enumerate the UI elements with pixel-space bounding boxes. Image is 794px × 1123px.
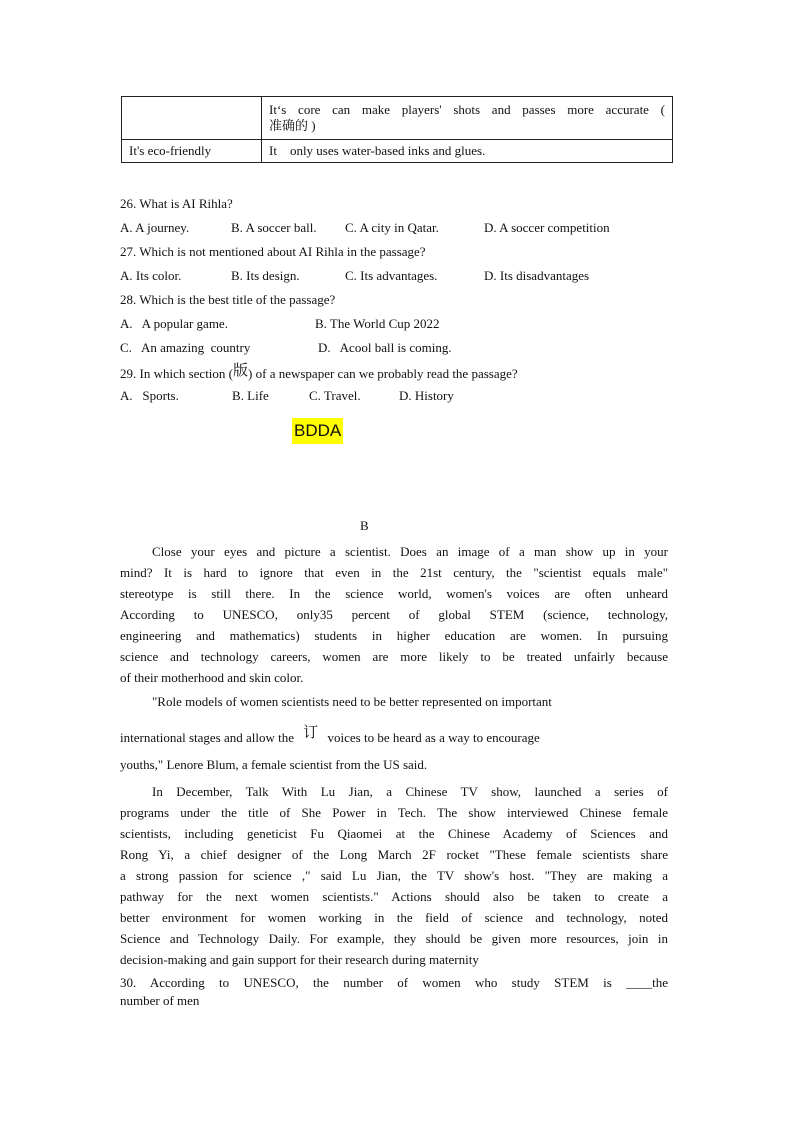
paragraph-line: engineering and mathematics) students in higher education are women. In pursuing	[120, 628, 668, 643]
table-cell	[262, 97, 673, 140]
table-row	[122, 140, 673, 163]
option-a: A. Sports.	[120, 388, 179, 403]
table-row	[122, 97, 673, 140]
paragraph-line: a strong passion for science ," said Lu Jian, the TV show's host. "They are making a	[120, 868, 668, 883]
paragraph-line: According to UNESCO, only35 percent of global STEM (science, technology,	[120, 607, 668, 622]
table-cell	[122, 97, 262, 140]
option-b: B. The World Cup 2022	[315, 316, 440, 331]
question-stem: number of men	[120, 993, 200, 1008]
option-c: C. An amazing country	[120, 340, 251, 355]
question-stem-text: 29. In which section (	[120, 366, 234, 381]
option-b: B. Life	[232, 388, 269, 403]
option-d: D. History	[399, 388, 454, 403]
option-d: D. Acool ball is coming.	[318, 340, 452, 355]
paragraph-line: youths," Lenore Blum, a female scientist from the US said.	[120, 757, 428, 772]
question-stem: 30. According to UNESCO, the number of women who study STEM is ____the	[120, 975, 668, 990]
option-a: A. Its color.	[120, 268, 182, 283]
chinese-glyph: 版	[233, 361, 249, 379]
paragraph-text: voices to be heard as a way to encourage	[327, 730, 540, 745]
paragraph-line: mind? It is hard to ignore that even in the 21st century, the "scientist equals male"	[120, 565, 668, 580]
info-table	[121, 96, 673, 163]
paragraph-line: In December, Talk With Lu Jian, a Chinese TV show, launched a series of	[152, 784, 668, 799]
paragraph-line: science and technology careers, women are more likely to be treated unfairly because	[120, 649, 668, 664]
question-30	[120, 974, 668, 1010]
paragraph-line	[120, 723, 540, 747]
option-d: D. Its disadvantages	[484, 268, 590, 283]
option-b: B. A soccer ball.	[231, 220, 317, 235]
option-d: D. A soccer competition	[484, 220, 610, 235]
table-cell: It only uses water-based inks and glues.	[262, 140, 673, 163]
table-cell-text: 准确的 )	[269, 118, 316, 133]
option-b: B. Its design.	[231, 268, 300, 283]
table-cell: It's eco-friendly	[122, 140, 262, 163]
paragraph-line: programs under the title of She Power in Tech. The show interviewed Chinese female	[120, 805, 668, 820]
option-a: A. A journey.	[120, 220, 190, 235]
paragraph-line: pathway for the next women scientists." Actions should also be taken to create a	[120, 889, 668, 904]
paragraph-line: Science and Technology Daily. For example, they should be given more resources, join in	[120, 931, 668, 946]
paragraph-line: Rong Yi, a chief designer of the Long March 2F rocket "These female scientists share	[120, 847, 668, 862]
paragraph-3	[120, 781, 668, 970]
paragraph-line: "Role models of women scientists need to be better represented on important	[152, 694, 552, 709]
option-c: C. A city in Qatar.	[345, 220, 439, 235]
question-stem-text: ) of a newspaper can we probably read the passage?	[248, 366, 518, 381]
chinese-glyph: 订	[303, 723, 319, 741]
option-c: C. Travel.	[309, 388, 361, 403]
paragraph-1	[120, 541, 668, 688]
question-stem: 28. Which is the best title of the passage?	[120, 292, 336, 307]
paragraph-text: international stages and allow the	[120, 730, 295, 745]
option-a: A. A popular game.	[120, 316, 228, 331]
paragraph-line: of their motherhood and skin color.	[120, 670, 304, 685]
option-c: C. Its advantages.	[345, 268, 438, 283]
paragraph-line: scientists, including geneticist Fu Qiaomei at the Chinese Academy of Sciences and	[120, 826, 668, 841]
table-cell-text: It‘s core can make players' shots and passes more accurate (	[269, 102, 665, 117]
paragraph-line: better environment for women working in the field of science and technology, noted	[120, 910, 668, 925]
paragraph-line: Close your eyes and picture a scientist. Does an image of a man show up in your	[152, 544, 668, 559]
section-heading: B	[360, 518, 369, 533]
answer-key-highlight: BDDA	[292, 418, 343, 444]
question-stem: 27. Which is not mentioned about AI Rihla in the passage?	[120, 244, 426, 259]
paragraph-line: stereotype is still there. In the science world, women's voices are often unheard	[120, 586, 668, 601]
question-stem	[120, 362, 518, 383]
question-stem: 26. What is AI Rihla?	[120, 196, 233, 211]
paragraph-line: decision-making and gain support for their research during maternity	[120, 952, 479, 967]
